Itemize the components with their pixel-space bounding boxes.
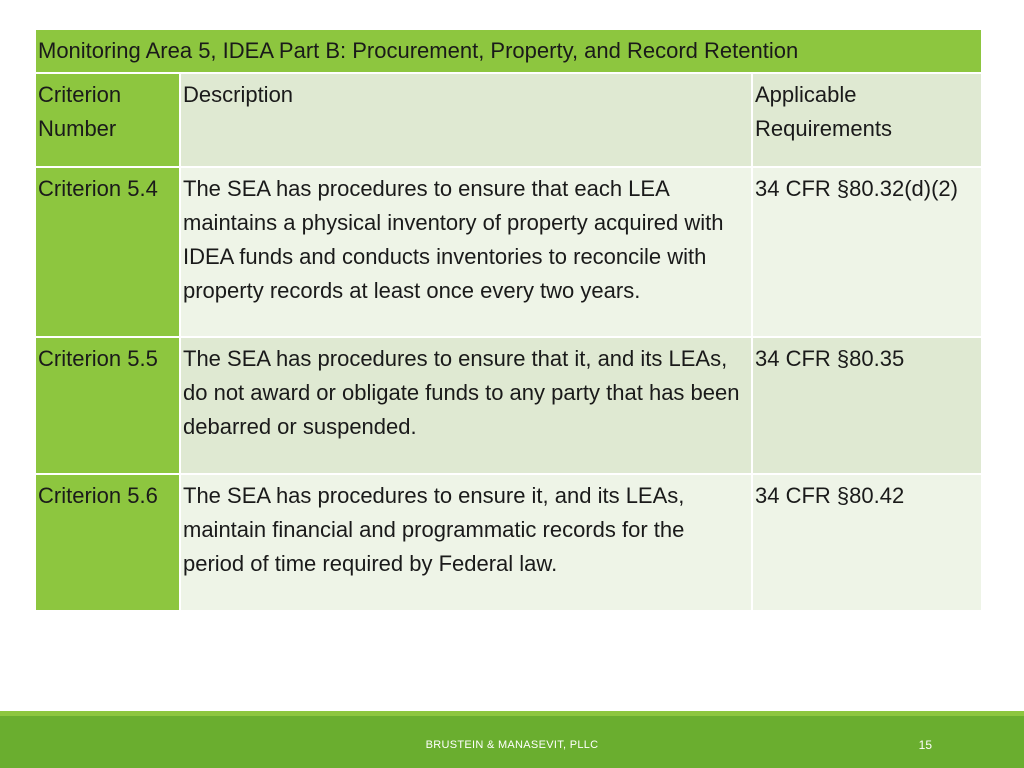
description-cell: The SEA has procedures to ensure that it, and its LEAs, do not award or obligate funds to any party that has been debarred or suspended. xyxy=(180,337,752,474)
slide-table-container xyxy=(34,28,981,612)
criterion-cell: Criterion 5.4 xyxy=(35,167,180,337)
header-description: Description xyxy=(180,73,752,167)
table-title: Monitoring Area 5, IDEA Part B: Procurement, Property, and Record Retention xyxy=(35,29,982,73)
criterion-cell: Criterion 5.6 xyxy=(35,474,180,611)
monitoring-table xyxy=(34,28,983,612)
requirements-cell: 34 CFR §80.35 xyxy=(752,337,982,474)
description-cell: The SEA has procedures to ensure it, and its LEAs, maintain financial and programmatic records for the period of time required by Federal law. xyxy=(180,474,752,611)
slide-number: 15 xyxy=(918,738,932,752)
header-row xyxy=(35,73,982,167)
footer-divider xyxy=(0,711,1024,716)
title-row xyxy=(35,29,982,73)
header-applicable-requirements: Applicable Requirements xyxy=(752,73,982,167)
table-row xyxy=(35,474,982,611)
table-row xyxy=(35,337,982,474)
header-criterion-number: Criterion Number xyxy=(35,73,180,167)
table-row xyxy=(35,167,982,337)
requirements-cell: 34 CFR §80.42 xyxy=(752,474,982,611)
footer-bar xyxy=(0,711,1024,768)
criterion-cell: Criterion 5.5 xyxy=(35,337,180,474)
footer-company: BRUSTEIN & MANASEVIT, PLLC xyxy=(425,739,599,751)
description-cell: The SEA has procedures to ensure that each LEA maintains a physical inventory of property acquired with IDEA funds and conducts inventories to reconcile with property records at least once every two years. xyxy=(180,167,752,337)
requirements-cell: 34 CFR §80.32(d)(2) xyxy=(752,167,982,337)
